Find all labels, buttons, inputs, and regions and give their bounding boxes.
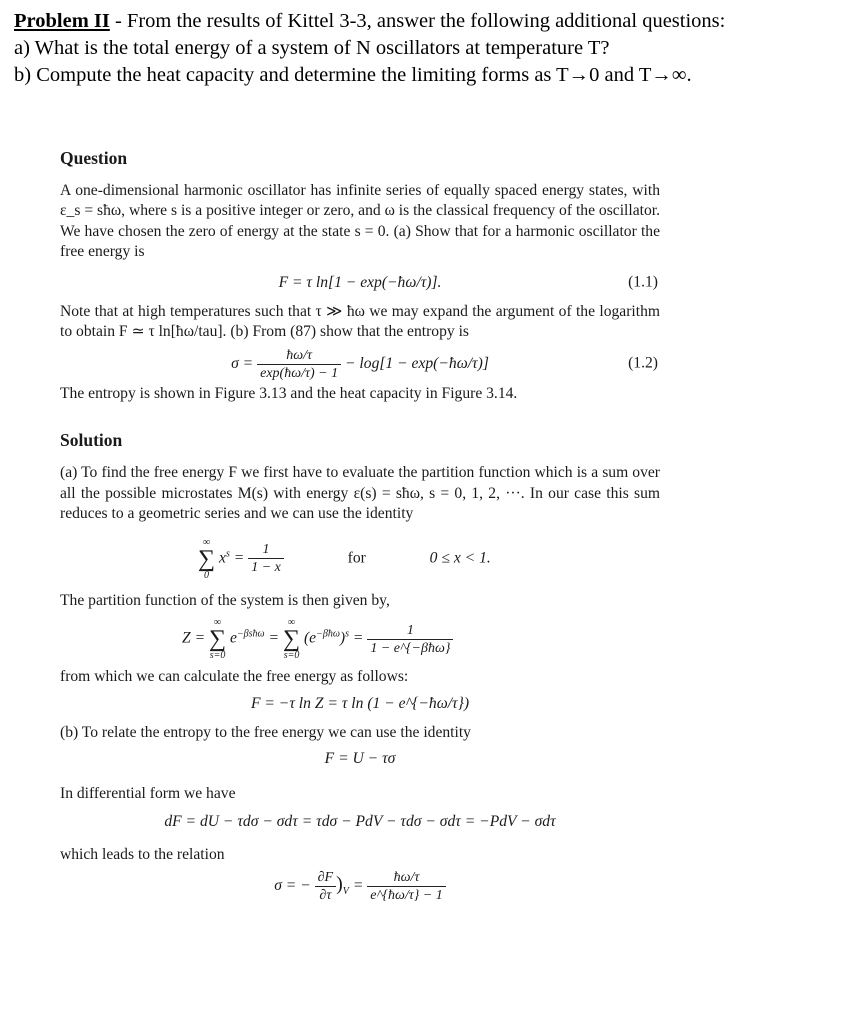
identity-x: x	[219, 549, 226, 567]
entropy-relation-equation: σ = − $\frac{\partial F}{\partial\tau}$ )$_V$ = $\frac{ħ\omega/\tau}{e\^{}\{ħ\omega/\tau\} - 1}$	[60, 869, 660, 904]
partition-term-2: (e	[303, 629, 317, 647]
partition-z-lhs: Z =	[182, 629, 206, 647]
entropy-lhs: σ = −	[274, 877, 311, 895]
partial-derivative-denominator: ∂τ	[319, 888, 332, 904]
partition-sum-2: ∞ ∑ s=0	[282, 617, 301, 662]
identity-sum-sign	[198, 537, 215, 581]
equation-1-1-body: F = τ ln[1 − exp(−ħω/τ)].	[278, 273, 442, 291]
partition-sum-1-lower: s=0	[209, 650, 226, 662]
equation-1-2-lhs: σ =	[231, 354, 254, 372]
partition-function-intro: The partition function of the system is then given by,	[60, 591, 390, 609]
entropy-equals: =	[352, 877, 364, 895]
solution-heading: Solution	[60, 430, 123, 451]
partition-term-2-exp: −βħω	[316, 628, 340, 640]
partition-equals-3: =	[352, 629, 364, 647]
equation-1-2-number: (1.2)	[628, 354, 658, 372]
entropy-result-denominator: e^{ħω/τ} − 1	[370, 888, 443, 904]
identity-equals: =	[233, 549, 245, 567]
identity-sum-upper: ∞	[202, 536, 211, 548]
solution-paragraph-b: (b) To relate the entropy to the free energy we can use the identity	[60, 723, 471, 741]
free-energy-identity: F = U − τσ	[324, 750, 396, 768]
equation-1-2-fraction	[257, 347, 341, 382]
partition-sum-1-upper: ∞	[213, 617, 222, 629]
partition-fraction-denominator: 1 − e^{−βħω}	[370, 640, 451, 656]
equation-1-1-number: (1.1)	[628, 273, 658, 291]
relation-intro: which leads to the relation	[60, 845, 225, 863]
question-paragraph-2: Note that at high temperatures such that τ ≫ ħω we may expand the argument of the logarithm to obtain F ≃ τ ln[ħω/tau]. (b) From (87) show that the entropy is	[60, 302, 660, 341]
identity-x-power: s	[225, 548, 230, 560]
identity-for-word: for	[347, 549, 366, 567]
question-heading: Question	[60, 148, 128, 168]
problem-header	[14, 8, 844, 89]
partition-fraction-numerator: 1	[367, 622, 453, 640]
question-paragraph-3: The entropy is shown in Figure 3.13 and the heat capacity in Figure 3.14.	[60, 384, 518, 402]
partition-term-2-close: )	[339, 629, 346, 647]
problem-label: Problem II	[14, 10, 110, 32]
equation-1-2-denominator: exp(ħω/τ) − 1	[260, 365, 339, 381]
identity-denominator: 1 − x	[251, 560, 281, 576]
identity-fraction	[248, 541, 284, 576]
partition-term-1: e	[230, 629, 237, 647]
free-energy-equation: F = −τ ln Z = τ ln (1 − e^{−ħω/τ})	[250, 694, 470, 712]
identity-numerator: 1	[248, 541, 284, 559]
problem-part-a: a) What is the total energy of a system of N oscillators at temperature T?	[14, 37, 610, 59]
question-paragraph-1: A one-dimensional harmonic oscillator has infinite series of equally spaced energy states, with ε_s = sħω, where s is a positive integer or zero, and ω is the classical frequency of the oscillator. We have chosen the zero of energy at the state s = 0. (a) Show that for a harmonic oscillator the free energy is	[60, 181, 660, 261]
differential-form-equation: dF = dU − τdσ − σdτ = τdσ − PdV − τdσ − σdτ = −PdV − σdτ	[164, 813, 556, 831]
equation-1-1	[60, 273, 660, 294]
partition-sum-1: ∞ ∑ s=0	[209, 617, 227, 662]
equation-1-2	[60, 347, 660, 382]
entropy-result-fraction	[367, 869, 446, 904]
partition-term-2-power: s	[345, 628, 350, 640]
partial-derivative-numerator: ∂F	[315, 869, 336, 887]
problem-intro-line	[14, 8, 844, 35]
problem-intro: - From the results of Kittel 3-3, answer the following additional questions:	[109, 10, 726, 32]
partial-derivative-fraction	[315, 869, 336, 904]
free-energy-intro: from which we can calculate the free energy as follows:	[60, 668, 409, 686]
identity-sum-lower: 0	[204, 569, 210, 581]
identity-sigma: ∑	[198, 545, 216, 572]
partition-fraction	[367, 622, 453, 657]
partition-sum-2-upper: ∞	[287, 617, 296, 629]
entropy-result-numerator: ħω/τ	[367, 869, 446, 887]
identity-condition: 0 ≤ x < 1.	[429, 549, 491, 567]
partition-equals-2: =	[268, 629, 280, 647]
partition-term-1-exp: −βsħω	[236, 628, 265, 640]
geometric-identity	[60, 537, 660, 581]
solution-paragraph-a: (a) To find the free energy F we first have to evaluate the partition function which is a sum over all the possible microstates M(s) with energy ε(s) = sħω, s = 0, 1, 2, ···. In our case this sum reduces to a geometric series and we can use the identity	[60, 463, 660, 523]
differential-form-intro: In differential form we have	[60, 784, 236, 802]
equation-1-2-numerator: ħω/τ	[257, 347, 341, 365]
kittel-excerpt	[60, 148, 660, 904]
partition-sum-2-lower: s=0	[283, 650, 300, 662]
problem-part-b: b) Compute the heat capacity and determine the limiting forms as T→0 and T→∞.	[14, 64, 692, 86]
constant-volume-subscript: V	[342, 886, 349, 898]
partition-function-equation	[60, 617, 660, 661]
equation-1-2-rest: − log[1 − exp(−ħω/τ)]	[345, 354, 489, 372]
